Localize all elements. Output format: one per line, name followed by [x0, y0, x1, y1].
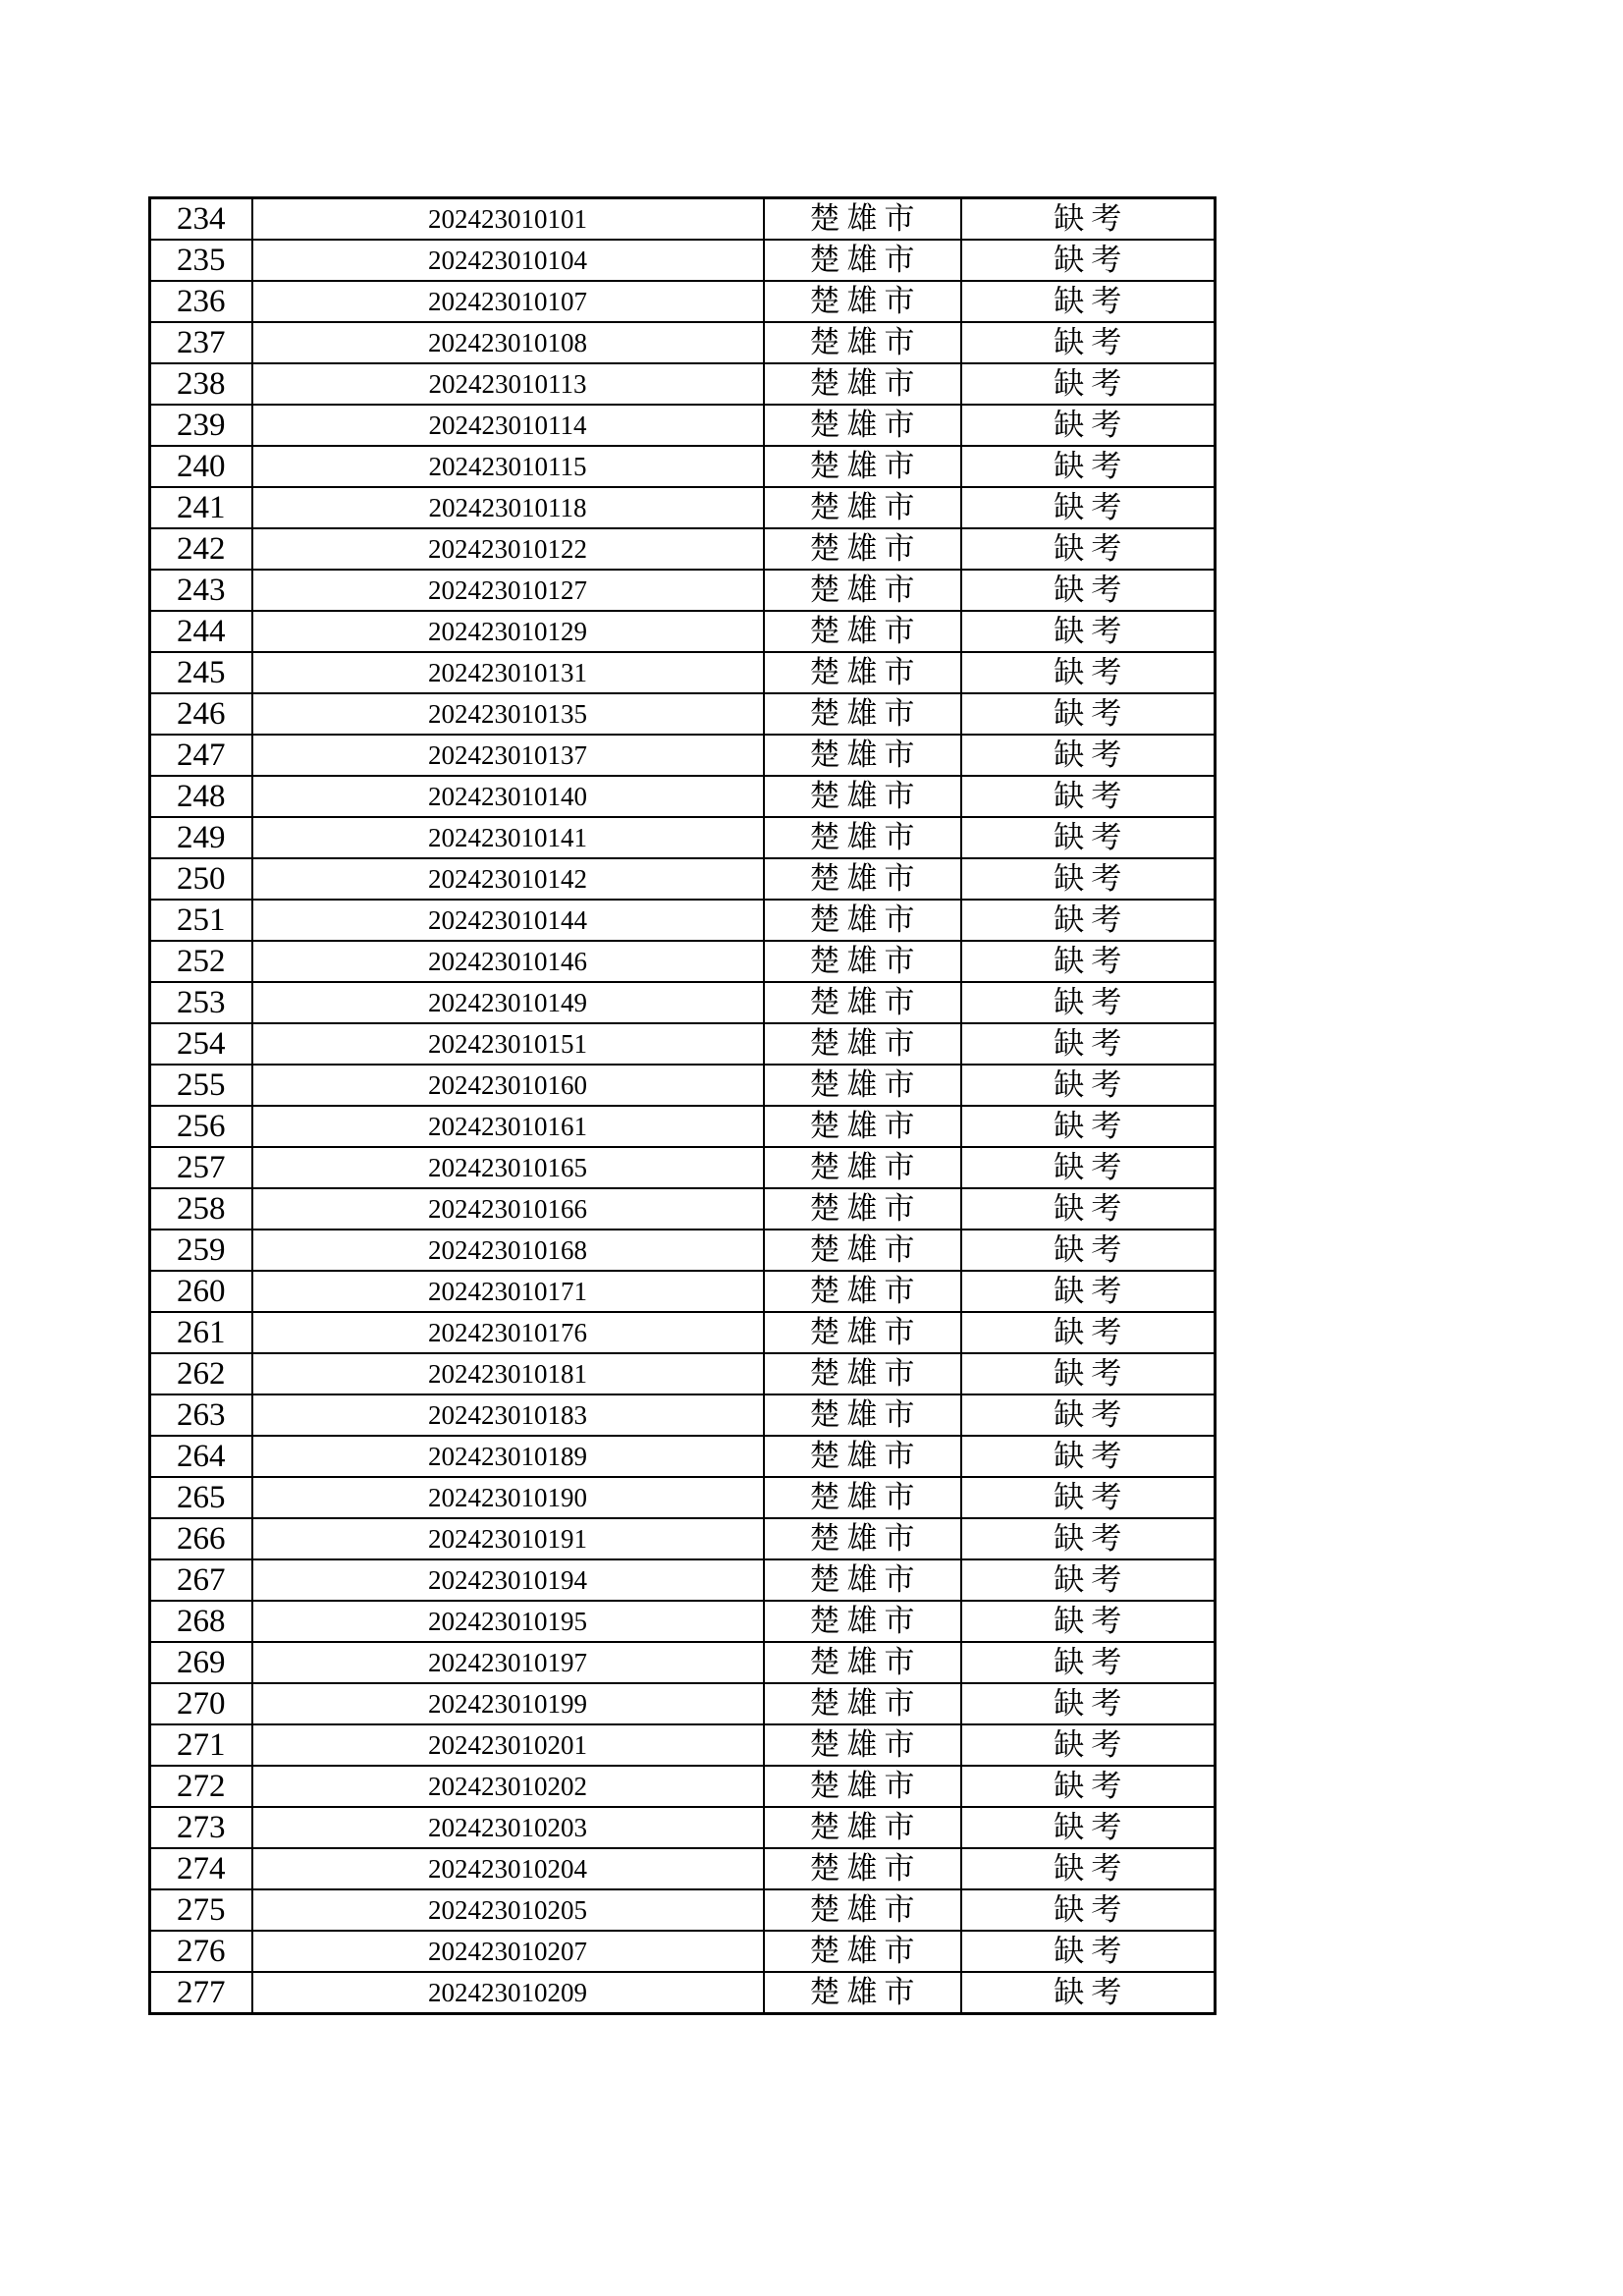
row-number-cell: 237 [150, 322, 252, 363]
row-number-cell: 245 [150, 652, 252, 693]
candidate-id-cell: 202423010151 [252, 1023, 764, 1065]
status-cell: 缺考 [961, 570, 1216, 611]
row-number-cell: 276 [150, 1931, 252, 1972]
table-row [150, 1972, 1216, 2014]
table-row [150, 611, 1216, 652]
status-cell: 缺考 [961, 363, 1216, 405]
table-row [150, 1642, 1216, 1683]
candidate-id-cell: 202423010149 [252, 982, 764, 1023]
table-row [150, 240, 1216, 281]
status-cell: 缺考 [961, 652, 1216, 693]
table-row [150, 1312, 1216, 1353]
city-cell: 楚雄市 [764, 198, 961, 241]
table-row [150, 1766, 1216, 1807]
row-number-cell: 241 [150, 487, 252, 528]
status-cell: 缺考 [961, 817, 1216, 858]
status-cell: 缺考 [961, 1642, 1216, 1683]
status-cell: 缺考 [961, 858, 1216, 900]
row-number-cell: 242 [150, 528, 252, 570]
table-row [150, 1271, 1216, 1312]
candidate-id-cell: 202423010137 [252, 735, 764, 776]
table-row [150, 776, 1216, 817]
city-cell: 楚雄市 [764, 900, 961, 941]
candidate-id-cell: 202423010209 [252, 1972, 764, 2014]
city-cell: 楚雄市 [764, 941, 961, 982]
row-number-cell: 269 [150, 1642, 252, 1683]
city-cell: 楚雄市 [764, 735, 961, 776]
status-cell: 缺考 [961, 1188, 1216, 1230]
status-cell: 缺考 [961, 1271, 1216, 1312]
candidate-id-cell: 202423010195 [252, 1601, 764, 1642]
status-cell: 缺考 [961, 735, 1216, 776]
city-cell: 楚雄市 [764, 281, 961, 322]
candidate-id-cell: 202423010135 [252, 693, 764, 735]
candidate-id-cell: 202423010113 [252, 363, 764, 405]
status-cell: 缺考 [961, 941, 1216, 982]
candidate-id-cell: 202423010140 [252, 776, 764, 817]
status-cell: 缺考 [961, 1848, 1216, 1889]
row-number-cell: 261 [150, 1312, 252, 1353]
city-cell: 楚雄市 [764, 1477, 961, 1518]
status-cell: 缺考 [961, 1065, 1216, 1106]
candidate-id-cell: 202423010131 [252, 652, 764, 693]
city-cell: 楚雄市 [764, 693, 961, 735]
candidate-id-cell: 202423010144 [252, 900, 764, 941]
city-cell: 楚雄市 [764, 1848, 961, 1889]
city-cell: 楚雄市 [764, 1889, 961, 1931]
status-cell: 缺考 [961, 1724, 1216, 1766]
row-number-cell: 263 [150, 1394, 252, 1436]
status-cell: 缺考 [961, 405, 1216, 446]
table-row [150, 1724, 1216, 1766]
status-cell: 缺考 [961, 1889, 1216, 1931]
city-cell: 楚雄市 [764, 363, 961, 405]
candidate-id-cell: 202423010205 [252, 1889, 764, 1931]
table-row [150, 693, 1216, 735]
status-cell: 缺考 [961, 1931, 1216, 1972]
city-cell: 楚雄市 [764, 1601, 961, 1642]
city-cell: 楚雄市 [764, 1436, 961, 1477]
city-cell: 楚雄市 [764, 1230, 961, 1271]
row-number-cell: 271 [150, 1724, 252, 1766]
row-number-cell: 265 [150, 1477, 252, 1518]
city-cell: 楚雄市 [764, 1766, 961, 1807]
status-cell: 缺考 [961, 982, 1216, 1023]
table-row [150, 900, 1216, 941]
row-number-cell: 238 [150, 363, 252, 405]
city-cell: 楚雄市 [764, 240, 961, 281]
city-cell: 楚雄市 [764, 1642, 961, 1683]
candidate-id-cell: 202423010127 [252, 570, 764, 611]
city-cell: 楚雄市 [764, 1518, 961, 1559]
row-number-cell: 253 [150, 982, 252, 1023]
city-cell: 楚雄市 [764, 1065, 961, 1106]
row-number-cell: 268 [150, 1601, 252, 1642]
table-row [150, 1106, 1216, 1147]
candidate-id-cell: 202423010118 [252, 487, 764, 528]
table-row [150, 1931, 1216, 1972]
candidate-id-cell: 202423010108 [252, 322, 764, 363]
status-cell: 缺考 [961, 281, 1216, 322]
table-row [150, 1683, 1216, 1724]
table-row [150, 1394, 1216, 1436]
candidate-id-cell: 202423010183 [252, 1394, 764, 1436]
candidate-id-cell: 202423010190 [252, 1477, 764, 1518]
table-row [150, 1353, 1216, 1394]
table-row [150, 570, 1216, 611]
row-number-cell: 257 [150, 1147, 252, 1188]
candidate-id-cell: 202423010171 [252, 1271, 764, 1312]
city-cell: 楚雄市 [764, 570, 961, 611]
table-row [150, 1518, 1216, 1559]
table-row [150, 652, 1216, 693]
status-cell: 缺考 [961, 487, 1216, 528]
status-cell: 缺考 [961, 611, 1216, 652]
row-number-cell: 266 [150, 1518, 252, 1559]
status-cell: 缺考 [961, 240, 1216, 281]
row-number-cell: 249 [150, 817, 252, 858]
row-number-cell: 262 [150, 1353, 252, 1394]
candidate-id-cell: 202423010115 [252, 446, 764, 487]
city-cell: 楚雄市 [764, 1931, 961, 1972]
city-cell: 楚雄市 [764, 1353, 961, 1394]
table-row [150, 1188, 1216, 1230]
status-cell: 缺考 [961, 1436, 1216, 1477]
candidate-id-cell: 202423010203 [252, 1807, 764, 1848]
candidate-id-cell: 202423010181 [252, 1353, 764, 1394]
candidate-id-cell: 202423010199 [252, 1683, 764, 1724]
row-number-cell: 243 [150, 570, 252, 611]
status-cell: 缺考 [961, 528, 1216, 570]
city-cell: 楚雄市 [764, 1807, 961, 1848]
table-row [150, 487, 1216, 528]
status-cell: 缺考 [961, 198, 1216, 241]
row-number-cell: 236 [150, 281, 252, 322]
table-row [150, 1065, 1216, 1106]
city-cell: 楚雄市 [764, 817, 961, 858]
status-cell: 缺考 [961, 1518, 1216, 1559]
row-number-cell: 270 [150, 1683, 252, 1724]
row-number-cell: 252 [150, 941, 252, 982]
city-cell: 楚雄市 [764, 322, 961, 363]
city-cell: 楚雄市 [764, 405, 961, 446]
table-row [150, 446, 1216, 487]
city-cell: 楚雄市 [764, 611, 961, 652]
row-number-cell: 248 [150, 776, 252, 817]
city-cell: 楚雄市 [764, 446, 961, 487]
row-number-cell: 255 [150, 1065, 252, 1106]
status-cell: 缺考 [961, 1807, 1216, 1848]
status-cell: 缺考 [961, 1972, 1216, 2014]
status-cell: 缺考 [961, 322, 1216, 363]
table-row [150, 1848, 1216, 1889]
row-number-cell: 239 [150, 405, 252, 446]
row-number-cell: 240 [150, 446, 252, 487]
candidate-id-cell: 202423010201 [252, 1724, 764, 1766]
candidate-id-cell: 202423010189 [252, 1436, 764, 1477]
candidate-id-cell: 202423010207 [252, 1931, 764, 1972]
table-row [150, 363, 1216, 405]
status-cell: 缺考 [961, 900, 1216, 941]
city-cell: 楚雄市 [764, 652, 961, 693]
row-number-cell: 272 [150, 1766, 252, 1807]
row-number-cell: 267 [150, 1559, 252, 1601]
row-number-cell: 259 [150, 1230, 252, 1271]
candidate-id-cell: 202423010202 [252, 1766, 764, 1807]
absence-table [148, 196, 1217, 2015]
city-cell: 楚雄市 [764, 858, 961, 900]
city-cell: 楚雄市 [764, 1972, 961, 2014]
candidate-id-cell: 202423010165 [252, 1147, 764, 1188]
candidate-id-cell: 202423010197 [252, 1642, 764, 1683]
row-number-cell: 254 [150, 1023, 252, 1065]
table-row [150, 735, 1216, 776]
row-number-cell: 256 [150, 1106, 252, 1147]
city-cell: 楚雄市 [764, 1106, 961, 1147]
candidate-id-cell: 202423010122 [252, 528, 764, 570]
city-cell: 楚雄市 [764, 1312, 961, 1353]
candidate-id-cell: 202423010160 [252, 1065, 764, 1106]
table-row [150, 1477, 1216, 1518]
candidate-id-cell: 202423010129 [252, 611, 764, 652]
candidate-id-cell: 202423010166 [252, 1188, 764, 1230]
table-row [150, 858, 1216, 900]
city-cell: 楚雄市 [764, 1147, 961, 1188]
table-row [150, 198, 1216, 241]
table-row [150, 941, 1216, 982]
status-cell: 缺考 [961, 776, 1216, 817]
candidate-id-cell: 202423010161 [252, 1106, 764, 1147]
city-cell: 楚雄市 [764, 1683, 961, 1724]
city-cell: 楚雄市 [764, 776, 961, 817]
city-cell: 楚雄市 [764, 1188, 961, 1230]
candidate-id-cell: 202423010142 [252, 858, 764, 900]
city-cell: 楚雄市 [764, 1394, 961, 1436]
table-row [150, 1230, 1216, 1271]
city-cell: 楚雄市 [764, 487, 961, 528]
city-cell: 楚雄市 [764, 1023, 961, 1065]
row-number-cell: 250 [150, 858, 252, 900]
status-cell: 缺考 [961, 1683, 1216, 1724]
row-number-cell: 247 [150, 735, 252, 776]
row-number-cell: 260 [150, 1271, 252, 1312]
status-cell: 缺考 [961, 1312, 1216, 1353]
table-row [150, 1807, 1216, 1848]
city-cell: 楚雄市 [764, 1271, 961, 1312]
candidate-id-cell: 202423010146 [252, 941, 764, 982]
city-cell: 楚雄市 [764, 1559, 961, 1601]
row-number-cell: 277 [150, 1972, 252, 2014]
row-number-cell: 273 [150, 1807, 252, 1848]
row-number-cell: 246 [150, 693, 252, 735]
table-row [150, 1147, 1216, 1188]
candidate-id-cell: 202423010191 [252, 1518, 764, 1559]
row-number-cell: 234 [150, 198, 252, 241]
table-row [150, 1601, 1216, 1642]
status-cell: 缺考 [961, 1147, 1216, 1188]
absence-table-body [150, 198, 1216, 2014]
row-number-cell: 244 [150, 611, 252, 652]
city-cell: 楚雄市 [764, 982, 961, 1023]
candidate-id-cell: 202423010104 [252, 240, 764, 281]
status-cell: 缺考 [961, 1394, 1216, 1436]
candidate-id-cell: 202423010194 [252, 1559, 764, 1601]
table-row [150, 528, 1216, 570]
table-row [150, 982, 1216, 1023]
table-row [150, 1436, 1216, 1477]
table-row [150, 281, 1216, 322]
status-cell: 缺考 [961, 693, 1216, 735]
candidate-id-cell: 202423010168 [252, 1230, 764, 1271]
status-cell: 缺考 [961, 1106, 1216, 1147]
table-row [150, 322, 1216, 363]
candidate-id-cell: 202423010176 [252, 1312, 764, 1353]
status-cell: 缺考 [961, 1559, 1216, 1601]
candidate-id-cell: 202423010204 [252, 1848, 764, 1889]
row-number-cell: 258 [150, 1188, 252, 1230]
candidate-id-cell: 202423010101 [252, 198, 764, 241]
table-row [150, 1023, 1216, 1065]
status-cell: 缺考 [961, 1353, 1216, 1394]
table-row [150, 817, 1216, 858]
status-cell: 缺考 [961, 1766, 1216, 1807]
status-cell: 缺考 [961, 446, 1216, 487]
status-cell: 缺考 [961, 1477, 1216, 1518]
status-cell: 缺考 [961, 1230, 1216, 1271]
table-row [150, 1889, 1216, 1931]
table-row [150, 1559, 1216, 1601]
candidate-id-cell: 202423010107 [252, 281, 764, 322]
row-number-cell: 235 [150, 240, 252, 281]
city-cell: 楚雄市 [764, 528, 961, 570]
row-number-cell: 275 [150, 1889, 252, 1931]
table-row [150, 405, 1216, 446]
candidate-id-cell: 202423010114 [252, 405, 764, 446]
city-cell: 楚雄市 [764, 1724, 961, 1766]
row-number-cell: 264 [150, 1436, 252, 1477]
candidate-id-cell: 202423010141 [252, 817, 764, 858]
status-cell: 缺考 [961, 1023, 1216, 1065]
row-number-cell: 274 [150, 1848, 252, 1889]
status-cell: 缺考 [961, 1601, 1216, 1642]
row-number-cell: 251 [150, 900, 252, 941]
